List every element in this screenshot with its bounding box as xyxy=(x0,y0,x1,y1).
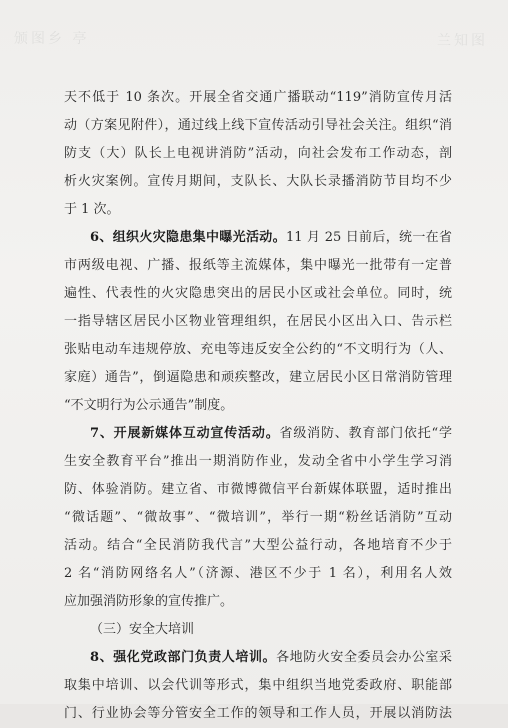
text-line: 市两级电视、广播、报纸等主流媒体，集中曝光一批带有一定普 xyxy=(64,258,452,273)
text-line: “微话题”、“微故事”、“微培训”，举行一期“粉丝话消防”互动 xyxy=(64,510,452,525)
bleed-through-header-right: 兰知图 xyxy=(437,33,488,49)
text-line: 析火灾案例。宣传月期间，支队长、大队长录播消防节目均不少 xyxy=(64,174,452,189)
text-line: 张贴电动车违规停放、充电等违反安全公约的“不文明行为（人、 xyxy=(64,342,452,357)
text-line: 天不低于 10 条次。开展全省交通广播联动“119”消防宣传月活 xyxy=(64,90,452,105)
item-8-heading: 8、强化党政部门负责人培训。 xyxy=(90,650,277,665)
item-7-heading: 7、开展新媒体互动宣传活动。 xyxy=(90,426,280,441)
text-line: 取集中培训、以会代训等形式，集中组织当地党委政府、职能部 xyxy=(64,678,452,693)
text-line: 一指导辖区居民小区物业管理组织，在居民小区出入口、告示栏 xyxy=(64,314,452,329)
text-line: 遍性、代表性的火灾隐患突出的居民小区或社会单位。同时，统 xyxy=(64,286,452,301)
text-line: 家庭）通告”，倒逼隐患和顽疾整改，建立居民小区日常消防管理 xyxy=(64,370,452,385)
paragraph-8-start: 8、强化党政部门负责人培训。各地防火安全委员会办公室采 xyxy=(90,650,452,665)
text-line: 门、行业协会等分管安全工作的领导和工作人员，开展以消防法 xyxy=(64,706,452,721)
text-line: 应加强消防形象的宣传推广。 xyxy=(64,594,234,609)
text-line: 2 名“消防网络名人”（济源、港区不少于 1 名），利用名人效 xyxy=(64,566,452,581)
body-text xyxy=(64,84,452,728)
text-line: 防、体验消防。建立省、市微博微信平台新媒体联盟，适时推出 xyxy=(64,482,452,497)
text-line: 于 1 次。 xyxy=(64,202,120,217)
text-line: 生安全教育平台”推出一期消防作业，发动全省中小学生学习消 xyxy=(64,454,452,469)
paragraph-7-start: 7、开展新媒体互动宣传活动。省级消防、教育部门依托“学 xyxy=(90,426,452,441)
section-heading-training: （三）安全大培训 xyxy=(90,622,195,637)
text-line: 防支（大）队长上电视讲消防”活动，向社会发布工作动态，剖 xyxy=(64,146,452,161)
text-line: 动（方案见附件），通过线上线下宣传活动引导社会关注。组织“消 xyxy=(64,118,452,133)
text-line: 活动。结合“全民消防我代言”大型公益行动，各地培育不少于 xyxy=(64,538,452,553)
item-6-heading: 6、组织火灾隐患集中曝光活动。 xyxy=(90,230,286,245)
paragraph-6-start: 6、组织火灾隐患集中曝光活动。11 月 25 日前后，统一在省 xyxy=(90,230,453,245)
text-line: “不文明行为公示通告”制度。 xyxy=(64,398,234,413)
bleed-through-header: 颁图乡 亭 xyxy=(14,31,90,47)
